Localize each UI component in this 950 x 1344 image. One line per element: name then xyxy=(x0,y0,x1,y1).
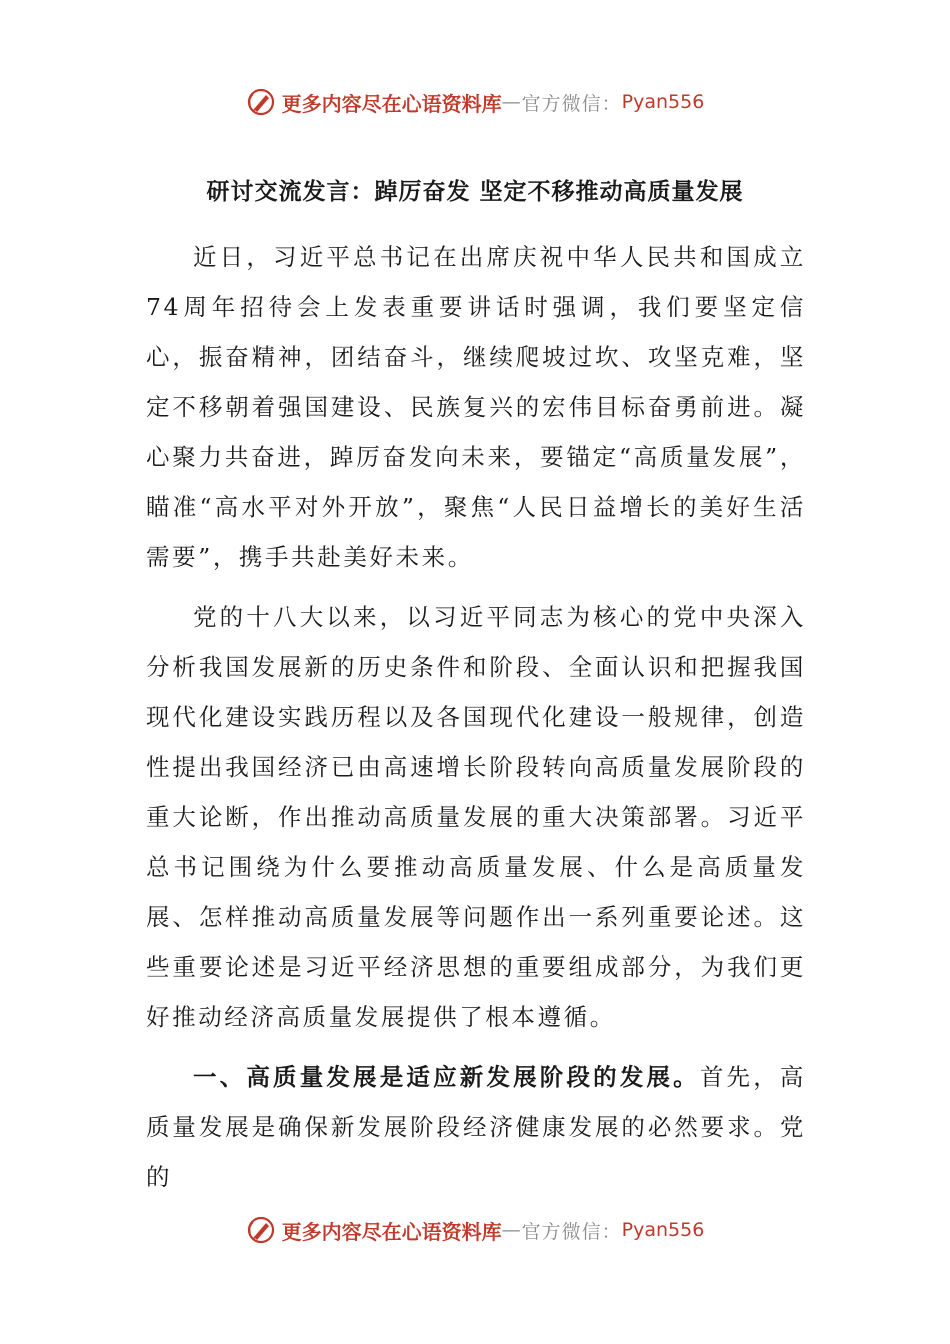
banner-dash: — xyxy=(501,1219,522,1241)
banner-wechat-id: Pyan556 xyxy=(621,1219,705,1241)
document-title: 研讨交流发言：踔厉奋发 坚定不移推动高质量发展 xyxy=(206,179,744,205)
banner-main-text: 更多内容尽在心语资料库 xyxy=(281,1219,502,1244)
banner-sub-text: 官方微信： xyxy=(521,92,622,115)
document-body xyxy=(146,232,806,1212)
paragraph-3-text: 首先，高质量发展是确保新发展阶段经济健康发展的必然要求。党的 xyxy=(146,1063,806,1191)
header-banner xyxy=(0,82,950,122)
paragraph-1: 近日，习近平总书记在出席庆祝中华人民共和国成立74周年招待会上发表重要讲话时强调，我们要坚定信心，振奋精神，团结奋斗，继续爬坡过坎、攻坚克难，坚定不移朝着强国建设、民族复兴的宏伟目标奋勇前进。凝心聚力共奋进，踔厉奋发向未来，要锚定“高质量发展”，瞄准“高水平对外开放”，聚焦“人民日益增长的美好生活需要”，携手共赴美好未来。 xyxy=(146,243,806,571)
banner-dash: — xyxy=(501,91,522,113)
section-heading-1: 一、高质量发展是适应新发展阶段的发展。 xyxy=(193,1063,700,1091)
paragraph-3 xyxy=(146,1052,806,1202)
banner-main-text: 更多内容尽在心语资料库 xyxy=(281,91,502,116)
pen-circle-logo-icon xyxy=(246,1215,276,1245)
banner-sub-text: 官方微信： xyxy=(521,1220,622,1243)
pen-circle-logo-icon xyxy=(246,87,276,117)
paragraph-2: 党的十八大以来，以习近平同志为核心的党中央深入分析我国发展新的历史条件和阶段、全面认识和把握我国现代化建设实践历程以及各国现代化建设一般规律，创造性提出我国经济已由高速增长阶段转向高质量发展阶段的重大论断，作出推动高质量发展的重大决策部署。习近平总书记围绕为什么要推动高质量发展、什么是高质量发展、怎样推动高质量发展等问题作出一系列重要论述。这些重要论述是习近平经济思想的重要组成部分，为我们更好推动经济高质量发展提供了根本遵循。 xyxy=(146,603,806,1031)
footer-banner xyxy=(0,1210,950,1250)
banner-wechat-id: Pyan556 xyxy=(621,91,705,113)
